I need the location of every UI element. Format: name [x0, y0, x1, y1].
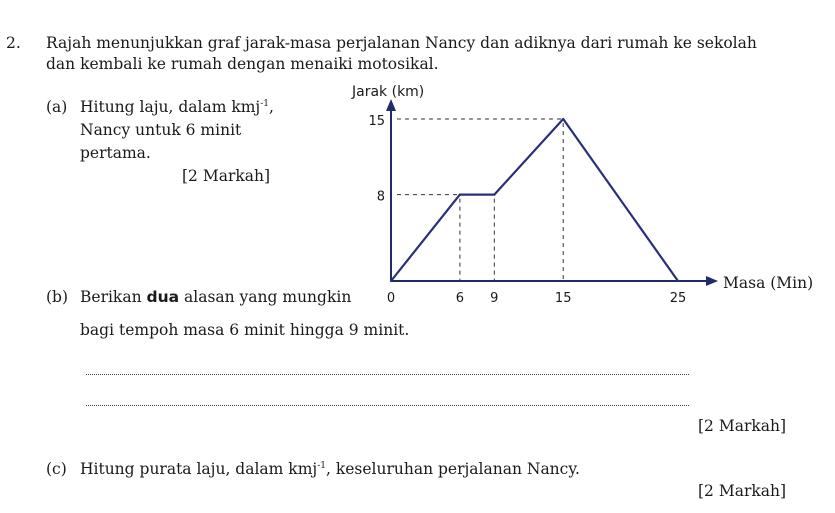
part-a-line3: pertama.: [80, 144, 151, 162]
x-tick-6: 6: [455, 291, 465, 306]
y-tick-8: 8: [376, 189, 385, 205]
part-a-line1: Hitung laju, dalam kmj$^{-1}$,: [80, 98, 274, 116]
part-b-line1: Berikan dua alasan yang mungkin: [80, 288, 352, 306]
question-intro-line2: dan kembali ke rumah dengan menaiki motosikal.: [46, 55, 439, 73]
x-axis-arrow: [706, 276, 718, 286]
answer-line-1[interactable]: [86, 374, 689, 375]
y-axis-label: Jarak (km): [352, 84, 425, 100]
part-c-text: Hitung purata laju, dalam kmj$^{-1}$, keseluruhan perjalanan Nancy.: [80, 460, 580, 478]
x-tick-9: 9: [490, 291, 499, 306]
x-tick-25: 25: [669, 291, 687, 306]
part-a-line2: Nancy untuk 6 minit: [80, 121, 242, 139]
guide-lines: [397, 119, 563, 281]
answer-line-2[interactable]: [86, 405, 689, 406]
y-axis-arrow: [386, 99, 396, 111]
series-segment-4: [563, 119, 678, 281]
x-tick-15: 15: [554, 291, 572, 306]
part-b-line2: bagi tempoh masa 6 minit hingga 9 minit.: [80, 321, 410, 339]
part-c-label: (c): [46, 460, 67, 478]
part-b-label: (b): [46, 288, 69, 306]
series-segment-1: [391, 195, 460, 281]
series-segment-3: [494, 119, 563, 195]
x-axis-label: Masa (Min): [723, 274, 814, 292]
part-c-marks: [2 Markah]: [698, 482, 787, 500]
y-tick-15: 15: [368, 114, 385, 129]
part-b-marks: [2 Markah]: [698, 417, 787, 435]
x-tick-labels: [387, 291, 686, 306]
question-intro-line1: Rajah menunjukkan graf jarak-masa perjalanan Nancy dan adiknya dari rumah ke sekolah: [46, 34, 757, 52]
y-tick-labels: [368, 114, 385, 205]
question-number: 2.: [6, 34, 21, 52]
part-a-label: (a): [46, 98, 68, 116]
x-tick-0: 0: [386, 291, 396, 306]
series-line: [391, 119, 678, 281]
part-a-marks: [2 Markah]: [182, 167, 271, 185]
